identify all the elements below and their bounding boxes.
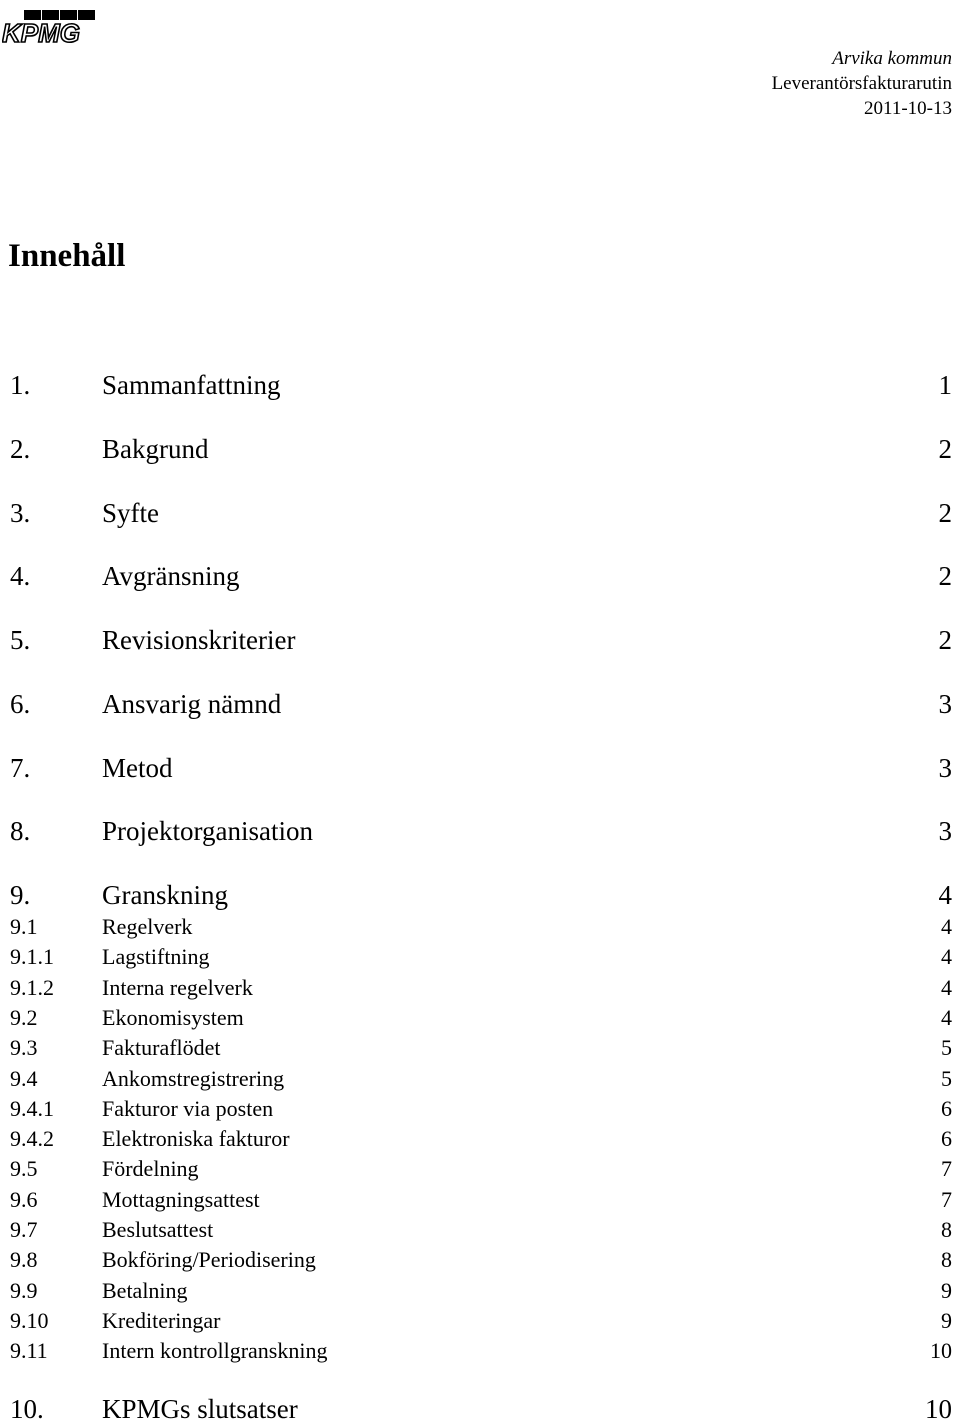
toc-label: Krediteringar [102,1308,221,1333]
toc-entry[interactable] [10,1306,952,1336]
toc-entry[interactable] [10,1336,952,1366]
toc-page: 2 [938,434,952,464]
toc-number: 8. [10,816,31,846]
toc-entry[interactable] [10,558,952,594]
toc-page: 8 [941,1247,952,1272]
toc-label: Elektroniska fakturor [102,1126,290,1151]
toc-entry[interactable] [10,973,952,1003]
toc-label: Ankomstregistrering [102,1066,285,1091]
toc-page: 4 [941,914,952,939]
toc-number: 9.5 [10,1156,38,1181]
toc-number: 9. [10,880,31,910]
toc-label: Projektorganisation [102,816,313,846]
toc-entry[interactable] [10,1185,952,1215]
toc-label: KPMGs slutsatser [102,1394,298,1424]
toc-page: 6 [941,1126,952,1151]
toc-entry[interactable] [10,1033,952,1063]
toc-entry[interactable] [10,1276,952,1306]
toc-page: 7 [941,1156,952,1181]
toc-number: 5. [10,625,31,655]
toc-page: 2 [938,625,952,655]
toc-label: Bakgrund [102,434,209,464]
toc-page: 7 [941,1187,952,1212]
toc-title: Innehåll [8,238,126,274]
toc-number: 9.10 [10,1308,49,1333]
toc-entry[interactable] [10,1003,952,1033]
toc-entry[interactable] [10,1064,952,1094]
toc-label: Granskning [102,880,228,910]
toc-label: Betalning [102,1278,188,1303]
logo-box-4 [78,10,95,20]
toc-label: Sammanfattning [102,370,281,400]
toc-page: 4 [938,880,952,910]
toc-page: 4 [941,944,952,969]
toc-label: Lagstiftning [102,944,210,969]
logo-text: KPMG [2,18,80,44]
toc-page: 9 [941,1278,952,1303]
kpmg-logo [2,8,98,44]
toc-page: 8 [941,1217,952,1242]
toc-number: 1. [10,370,31,400]
toc-label: Fakturaflödet [102,1035,221,1060]
toc-label: Ansvarig nämnd [102,689,282,719]
toc-label: Avgränsning [102,561,240,591]
toc-page: 3 [938,689,952,719]
toc-page: 1 [938,370,952,400]
toc-entry[interactable] [10,1154,952,1184]
toc-number: 9.11 [10,1338,48,1363]
toc-page: 2 [938,561,952,591]
toc-entry[interactable] [10,367,952,403]
toc-page: 5 [941,1066,952,1091]
toc-entry[interactable] [10,622,952,658]
toc-number: 9.9 [10,1278,38,1303]
toc-label: Revisionskriterier [102,625,296,655]
toc-number: 9.1.1 [10,944,54,969]
toc-label: Interna regelverk [102,975,253,1000]
toc-number: 2. [10,434,31,464]
toc-label: Syfte [102,498,159,528]
toc-page: 4 [941,1005,952,1030]
toc-entry[interactable] [10,1245,952,1275]
toc-number: 6. [10,689,31,719]
toc-page: 3 [938,753,952,783]
toc-number: 9.6 [10,1187,38,1212]
toc-number: 7. [10,753,31,783]
toc-entry[interactable] [10,877,952,913]
toc-entry[interactable] [10,1094,952,1124]
toc-label: Intern kontrollgranskning [102,1338,328,1363]
toc-page: 9 [941,1308,952,1333]
toc-number: 9.4.1 [10,1096,54,1121]
toc-entry[interactable] [10,1124,952,1154]
toc-entry[interactable] [10,942,952,972]
toc-page: 6 [941,1096,952,1121]
toc-number: 9.7 [10,1217,38,1242]
toc-label: Fördelning [102,1156,199,1181]
toc-page: 10 [930,1338,952,1363]
toc-number: 9.4 [10,1066,38,1091]
organization-name: Arvika kommun [832,48,952,69]
toc-entry[interactable] [10,750,952,786]
toc-label: Beslutsattest [102,1217,214,1242]
toc-number: 9.2 [10,1005,38,1030]
toc-label: Metod [102,753,173,783]
toc-label: Ekonomisystem [102,1005,244,1030]
toc-page: 5 [941,1035,952,1060]
toc-number: 9.8 [10,1247,38,1272]
toc-label: Bokföring/Periodisering [102,1247,316,1272]
toc-entry[interactable] [10,1391,952,1427]
toc-number: 3. [10,498,31,528]
toc-page: 10 [925,1394,952,1424]
document-header [772,46,952,121]
report-title: Leverantörsfakturarutin [771,73,952,94]
toc-page: 4 [941,975,952,1000]
toc-number: 9.3 [10,1035,38,1060]
toc-entry[interactable] [10,912,952,942]
toc-entry[interactable] [10,686,952,722]
toc-number: 10. [10,1394,44,1424]
toc-entry[interactable] [10,431,952,467]
toc-number: 9.4.2 [10,1126,54,1151]
toc-entry[interactable] [10,813,952,849]
toc-page: 2 [938,498,952,528]
toc-entry[interactable] [10,1215,952,1245]
toc-number: 9.1.2 [10,975,54,1000]
report-date: 2011-10-13 [864,98,952,119]
toc-number: 4. [10,561,31,591]
toc-page: 3 [938,816,952,846]
toc-entry[interactable] [10,495,952,531]
toc-label: Fakturor via posten [102,1096,274,1121]
toc-number: 9.1 [10,914,38,939]
toc-label: Mottagningsattest [102,1187,260,1212]
toc-label: Regelverk [102,914,193,939]
